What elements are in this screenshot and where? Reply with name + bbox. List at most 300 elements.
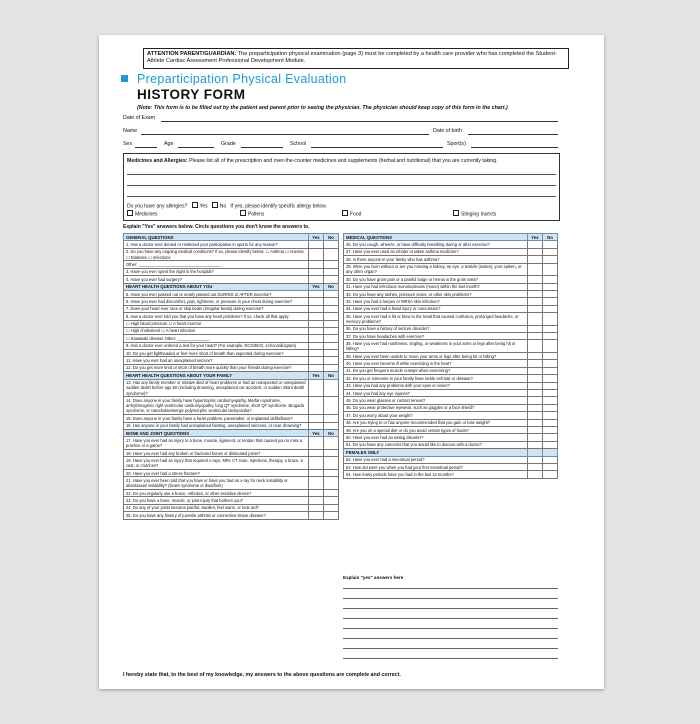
question-text: 46. Do you wear protective eyewear, such as goggles or a face shield? [344, 404, 528, 411]
question-text: 34. Have you ever had a head injury or concussion? [344, 305, 528, 312]
yes-answer-cell[interactable] [528, 333, 543, 340]
question-text: 28. Is there anyone in your family who has asthma? [344, 256, 528, 263]
date-of-exam-field[interactable] [161, 121, 558, 122]
question-text: 6. Have you ever had discomfort, pain, tightness, or pressure in your chest during exercise? [124, 298, 309, 305]
question-row [344, 456, 558, 463]
question-row [344, 283, 558, 290]
yes-answer-cell[interactable] [528, 298, 543, 305]
no-answer-cell[interactable] [324, 415, 339, 422]
medicines-checkbox[interactable] [127, 210, 133, 216]
question-text: 30. Do you have groin pain or a painful bulge or hernia in the groin area? [344, 276, 528, 283]
section-header [344, 449, 558, 456]
no-answer-cell[interactable] [324, 268, 339, 275]
no-answer-cell[interactable] [543, 325, 558, 332]
no-answer-cell[interactable] [324, 248, 339, 261]
no-answer-cell[interactable] [324, 437, 339, 450]
yes-answer-cell[interactable] [528, 404, 543, 411]
yes-column-header: Yes [309, 234, 324, 241]
yes-answer-cell[interactable] [309, 241, 324, 248]
yes-answer-cell[interactable] [528, 375, 543, 382]
yes-answer-cell[interactable] [528, 456, 543, 463]
medicines-line[interactable] [127, 185, 556, 186]
yes-answer-cell[interactable] [528, 397, 543, 404]
yes-answer-cell[interactable] [309, 357, 324, 364]
question-row [124, 320, 339, 327]
no-answer-cell[interactable] [543, 463, 558, 470]
explain-line[interactable] [343, 598, 558, 599]
question-row [124, 477, 339, 490]
question-row [124, 397, 339, 415]
question-row [344, 263, 558, 276]
question-text: 35. Have you ever had a hit or blow to the head that caused confusion, prolonged headache, or memory problems? [344, 313, 528, 326]
question-row [344, 340, 558, 353]
no-answer-cell[interactable] [324, 512, 339, 519]
question-text: 25. Do you have any history of juvenile arthritis or connective tissue disease? [124, 512, 309, 519]
school-field[interactable] [311, 147, 443, 148]
no-answer-cell[interactable] [324, 449, 339, 456]
question-row [344, 290, 558, 297]
no-answer-cell[interactable] [543, 412, 558, 419]
question-row [124, 379, 339, 397]
allergy-option [342, 210, 361, 218]
question-row [124, 248, 339, 261]
question-text: 24. Do any of your joints become painful, swollen, feel warm, or look red? [124, 504, 309, 511]
yes-answer-cell[interactable] [528, 412, 543, 419]
no-answer-cell[interactable] [543, 248, 558, 255]
no-answer-cell[interactable] [543, 305, 558, 312]
question-text: 12. Do you get more tired or short of breath more quickly than your friends during exercise? [124, 364, 309, 371]
medicines-text: Please list all of the prescription and over-the-counter medicines and supplements (herbal and nutritional) that you are currently taking. [189, 158, 498, 164]
question-row [124, 422, 339, 429]
no-answer-cell[interactable] [324, 364, 339, 371]
yes-answer-cell[interactable] [309, 397, 324, 415]
question-text: 15. Does anyone in your family have a heart problem, pacemaker, or implanted defibrillator? [124, 415, 309, 422]
yes-answer-cell[interactable] [528, 263, 543, 276]
question-text: 44. Have you had any eye injuries? [344, 390, 528, 397]
instructions: Explain "Yes" answers below. Circle questions you don't know the answers to. [123, 224, 310, 230]
question-text: 54. How many periods have you had in the last 12 months? [344, 471, 528, 478]
section-title: HEART HEALTH QUESTIONS ABOUT YOUR FAMILY [124, 372, 309, 379]
question-row [124, 276, 339, 283]
question-row [344, 248, 558, 255]
medicines-instruction [127, 158, 498, 164]
no-answer-cell[interactable] [543, 333, 558, 340]
yes-answer-cell[interactable] [528, 419, 543, 426]
sex-field[interactable] [135, 147, 157, 148]
question-text: 1. Has a doctor ever denied or restricted your participation in sports for any reason? [124, 241, 309, 248]
question-text: 20. Have you ever had a stress fracture? [124, 469, 309, 476]
section-header [124, 430, 339, 437]
yes-answer-cell[interactable] [309, 342, 324, 349]
no-answer-cell[interactable] [543, 441, 558, 448]
allergy-option [453, 210, 496, 218]
question-row [124, 290, 339, 297]
yes-answer-cell[interactable] [528, 325, 543, 332]
question-text: 7. Does your heart ever race or skip beats (irregular beats) during exercise? [124, 305, 309, 312]
yes-answer-cell[interactable] [309, 497, 324, 504]
no-answer-cell[interactable] [324, 457, 339, 470]
yes-answer-cell[interactable] [309, 364, 324, 371]
section-title: HEART HEALTH QUESTIONS ABOUT YOU [124, 283, 309, 290]
question-text: 19. Have you ever had an injury that required x-rays, MRI, CT scan, injections, therapy, a brace, a cast, or crutches? [124, 457, 309, 470]
yes-answer-cell[interactable] [528, 241, 543, 248]
no-answer-cell[interactable] [324, 298, 339, 305]
sex-label: Sex [123, 141, 133, 147]
yes-answer-cell[interactable] [528, 390, 543, 397]
yes-answer-cell[interactable] [528, 382, 543, 389]
square-bullet-icon [121, 75, 128, 82]
no-answer-cell[interactable] [324, 350, 339, 357]
no-answer-cell[interactable] [324, 261, 339, 268]
no-answer-cell[interactable] [324, 379, 339, 397]
no-answer-cell[interactable] [324, 290, 339, 297]
no-answer-cell[interactable] [543, 290, 558, 297]
question-text: 53. How old were you when you had your first menstrual period? [344, 463, 528, 470]
explain-line[interactable] [343, 658, 558, 659]
question-text: 22. Do you regularly use a brace, orthotics, or other assistive device? [124, 489, 309, 496]
section-title: BONE AND JOINT QUESTIONS [124, 430, 309, 437]
yes-answer-cell[interactable] [309, 298, 324, 305]
grade-field[interactable] [241, 147, 283, 148]
yes-answer-cell[interactable] [309, 512, 324, 519]
yes-answer-cell[interactable] [309, 335, 324, 342]
explain-label: Explain "yes" answers here [343, 575, 404, 580]
question-text: 36. Do you have a history of seizure disorder? [344, 325, 528, 332]
question-text: 14. Does anyone in your family have hypertrophic cardiomyopathy, Marfan syndrome, arrhythmogenic right ventricular cardiomyopathy, long QT syndrome, short QT syndrome, Brugada syndrome, or catecholaminergic polymorphic ventricular tachycardia? [124, 397, 309, 415]
question-row [344, 305, 558, 312]
no-answer-cell[interactable] [543, 241, 558, 248]
question-row [124, 497, 339, 504]
section-header [124, 283, 339, 290]
no-answer-cell[interactable] [543, 263, 558, 276]
question-text: ☐ High cholesterol ☐ A heart infection [124, 327, 309, 334]
question-text: 3. Have you ever spent the night in the hospital? [124, 268, 309, 275]
yes-answer-cell[interactable] [309, 415, 324, 422]
yes-answer-cell[interactable] [309, 457, 324, 470]
stinging-insects-checkbox[interactable] [453, 210, 459, 216]
question-text: Other: ____________________________________ [124, 261, 309, 268]
section-header [344, 234, 558, 241]
no-answer-cell[interactable] [543, 404, 558, 411]
question-row [344, 256, 558, 263]
no-answer-cell[interactable] [324, 320, 339, 327]
no-column-header: No [324, 234, 339, 241]
question-text: 52. Have you ever had a menstrual period? [344, 456, 528, 463]
question-text: 10. Do you get lightheaded or feel more short of breath than expected during exercise? [124, 350, 309, 357]
yes-answer-cell[interactable] [528, 276, 543, 283]
yes-answer-cell[interactable] [528, 340, 543, 353]
form-page [99, 35, 604, 689]
yes-answer-cell[interactable] [528, 256, 543, 263]
allergy-option [127, 210, 158, 218]
yes-column-header: Yes [309, 372, 324, 379]
medicines-allergies-box [123, 153, 560, 221]
yes-answer-cell[interactable] [528, 290, 543, 297]
allergy-yes-label: Yes [199, 203, 208, 210]
question-text: 40. Have you ever become ill while exercising in the heat? [344, 360, 528, 367]
yes-answer-cell[interactable] [528, 367, 543, 374]
question-row [344, 426, 558, 433]
question-text: 49. Are you on a special diet or do you avoid certain types of foods? [344, 426, 528, 433]
yes-answer-cell[interactable] [309, 313, 324, 320]
notice-text: The preparticipation physical examination (page 3) must be completed by a health care provider who has completed the Student-Athlete Cardiac Assessment Professional Development Module. [147, 51, 557, 65]
question-text: 31. Have you had infectious mononucleosis (mono) within the last month? [344, 283, 528, 290]
question-row [124, 364, 339, 371]
question-row [124, 512, 339, 519]
sports-label: Sport(s) [447, 141, 466, 147]
no-column-header: No [324, 430, 339, 437]
yes-answer-cell[interactable] [309, 422, 324, 429]
yes-answer-cell[interactable] [528, 248, 543, 255]
medicines-line[interactable] [127, 196, 556, 197]
allergy-no-label: No [219, 203, 227, 210]
no-answer-cell[interactable] [543, 471, 558, 478]
form-title [121, 72, 347, 86]
blank-yes-header [528, 449, 543, 456]
no-answer-cell[interactable] [543, 390, 558, 397]
section-title: MEDICAL QUESTIONS [344, 234, 528, 241]
question-text: 13. Has any family member or relative died of heart problems or had an unexpected or unexplained sudden death before age 50 (including drowning, unexplained car accident, or sudden infant death syndrome)? [124, 379, 309, 397]
no-answer-cell[interactable] [324, 357, 339, 364]
question-row [344, 333, 558, 340]
yes-answer-cell[interactable] [309, 504, 324, 511]
no-answer-cell[interactable] [324, 335, 339, 342]
yes-answer-cell[interactable] [309, 276, 324, 283]
question-row [344, 390, 558, 397]
question-text: 43. Have you had any problems with your eyes or vision? [344, 382, 528, 389]
no-answer-cell[interactable] [543, 256, 558, 263]
question-row [344, 382, 558, 389]
question-row [344, 375, 558, 382]
question-row [124, 469, 339, 476]
no-column-header: No [324, 283, 339, 290]
no-answer-cell[interactable] [324, 422, 339, 429]
question-text: ☐ High blood pressure ☐ A heart murmur [124, 320, 309, 327]
no-answer-cell[interactable] [324, 469, 339, 476]
form-title-text: Preparticipation Physical Evaluation [137, 72, 347, 86]
question-text: 41. Do you get frequent muscle cramps when exercising? [344, 367, 528, 374]
yes-column-header: Yes [309, 430, 324, 437]
question-row [344, 325, 558, 332]
medicines-label: Medicines and Allergies: [127, 158, 188, 164]
yes-answer-cell[interactable] [309, 469, 324, 476]
question-row [344, 463, 558, 470]
yes-answer-cell[interactable] [528, 283, 543, 290]
no-answer-cell[interactable] [543, 367, 558, 374]
no-answer-cell[interactable] [324, 477, 339, 490]
question-row [344, 412, 558, 419]
section-header [124, 234, 339, 241]
allergy-instruction: If yes, please identify specific allergy below. [230, 203, 327, 210]
yes-answer-cell[interactable] [528, 426, 543, 433]
no-answer-cell[interactable] [543, 456, 558, 463]
no-answer-cell[interactable] [543, 360, 558, 367]
yes-answer-cell[interactable] [309, 261, 324, 268]
form-note: (Note: This form is to be filled out by the patient and parent prior to seeing the physician. The physician should keep copy of this form in the chart.) [137, 105, 508, 111]
sports-field[interactable] [471, 147, 558, 148]
question-text: 39. Have you ever been unable to move your arms or legs after being hit or falling? [344, 353, 528, 360]
question-text: 21. Have you ever been told that you have or have you had an x-ray for neck instability or atlantoaxial instability? (Down syndrome or dwarfism) [124, 477, 309, 490]
parent-notice [143, 48, 569, 69]
no-answer-cell[interactable] [324, 489, 339, 496]
yes-answer-cell[interactable] [309, 379, 324, 397]
medicines-line[interactable] [127, 174, 556, 175]
question-row [124, 415, 339, 422]
explain-line[interactable] [343, 638, 558, 639]
no-column-header: No [324, 372, 339, 379]
allergy-yes-checkbox[interactable] [192, 202, 198, 208]
yes-answer-cell[interactable] [309, 268, 324, 275]
yes-answer-cell[interactable] [528, 353, 543, 360]
no-answer-cell[interactable] [324, 504, 339, 511]
question-row [344, 419, 558, 426]
left-questions-table [123, 233, 339, 520]
no-answer-cell[interactable] [324, 497, 339, 504]
question-row [124, 504, 339, 511]
no-answer-cell[interactable] [324, 305, 339, 312]
question-text: 17. Have you ever had an injury to a bone, muscle, ligament, or tendon that caused you to miss a practice or a game? [124, 437, 309, 450]
question-row [124, 335, 339, 342]
question-row [344, 241, 558, 248]
question-row [124, 261, 339, 268]
yes-answer-cell[interactable] [309, 477, 324, 490]
question-text: 37. Do you have headaches with exercise? [344, 333, 528, 340]
question-text: 51. Do you have any concerns that you would like to discuss with a doctor? [344, 441, 528, 448]
question-text: 50. Have you ever had an eating disorder? [344, 434, 528, 441]
question-row [344, 434, 558, 441]
no-answer-cell[interactable] [543, 397, 558, 404]
yes-answer-cell[interactable] [309, 305, 324, 312]
yes-answer-cell[interactable] [309, 489, 324, 496]
allergy-option-label: Medicines [135, 211, 158, 218]
question-text: 47. Do you worry about your weight? [344, 412, 528, 419]
no-answer-cell[interactable] [543, 426, 558, 433]
question-row [124, 305, 339, 312]
allergy-option-label: Stinging Insects [461, 211, 497, 218]
question-text: 18. Have you ever had any broken or fractured bones or dislocated joints? [124, 449, 309, 456]
question-row [124, 357, 339, 364]
no-answer-cell[interactable] [543, 382, 558, 389]
yes-answer-cell[interactable] [528, 471, 543, 478]
no-column-header: No [543, 234, 558, 241]
no-answer-cell[interactable] [543, 298, 558, 305]
no-answer-cell[interactable] [324, 342, 339, 349]
no-answer-cell[interactable] [543, 353, 558, 360]
allergy-question: Do you have any allergies? [127, 203, 188, 210]
question-text: 32. Do you have any rashes, pressure sores, or other skin problems? [344, 290, 528, 297]
question-text: 2. Do you have any ongoing medical conditions? If so, please identify below: ☐ Asthma ☐ Anemia ☐ Diabetes ☐ Infections [124, 248, 309, 261]
question-text: 48. Are you trying to or has anyone recommended that you gain or lose weight? [344, 419, 528, 426]
yes-answer-cell[interactable] [309, 437, 324, 450]
allergy-question-row [127, 202, 327, 210]
notice-label: ATTENTION PARENT/GUARDIAN: [147, 51, 237, 57]
question-text: 45. Do you wear glasses or contact lenses? [344, 397, 528, 404]
question-text: 5. Have you ever passed out or nearly passed out DURING or AFTER exercise? [124, 290, 309, 297]
yes-answer-cell[interactable] [528, 441, 543, 448]
question-row [344, 397, 558, 404]
yes-column-header: Yes [309, 283, 324, 290]
question-row [124, 313, 339, 320]
question-text: 27. Have you ever used an inhaler or taken asthma medicine? [344, 248, 528, 255]
explain-line[interactable] [343, 628, 558, 629]
yes-answer-cell[interactable] [309, 248, 324, 261]
question-row [344, 360, 558, 367]
pollens-checkbox[interactable] [240, 210, 246, 216]
no-answer-cell[interactable] [543, 375, 558, 382]
no-answer-cell[interactable] [324, 313, 339, 320]
attestation: I hereby state that, to the best of my knowledge, my answers to the above questions are complete and correct. [123, 672, 401, 678]
yes-answer-cell[interactable] [528, 305, 543, 312]
explain-line[interactable] [343, 588, 558, 589]
no-answer-cell[interactable] [543, 313, 558, 326]
age-field[interactable] [178, 147, 214, 148]
blank-no-header [543, 449, 558, 456]
date-of-birth-label: Date of birth [433, 128, 462, 134]
no-answer-cell[interactable] [324, 327, 339, 334]
question-row [344, 353, 558, 360]
section-title: FEMALES ONLY [344, 449, 528, 456]
no-answer-cell[interactable] [324, 276, 339, 283]
food-checkbox[interactable] [342, 210, 348, 216]
allergy-option [240, 210, 264, 218]
name-field[interactable] [141, 134, 429, 135]
yes-answer-cell[interactable] [528, 463, 543, 470]
question-text: 16. Has anyone in your family had unexplained fainting, unexplained seizures, or near drowning? [124, 422, 309, 429]
no-answer-cell[interactable] [324, 241, 339, 248]
section-title: GENERAL QUESTIONS [124, 234, 309, 241]
question-row [344, 298, 558, 305]
explain-line[interactable] [343, 608, 558, 609]
question-text: 8. Has a doctor ever told you that you have any heart problems? If so, check all that apply: [124, 313, 309, 320]
yes-answer-cell[interactable] [309, 290, 324, 297]
no-answer-cell[interactable] [543, 340, 558, 353]
question-row [344, 404, 558, 411]
question-text: 11. Have you ever had an unexplained seizure? [124, 357, 309, 364]
no-answer-cell[interactable] [543, 434, 558, 441]
yes-answer-cell[interactable] [528, 313, 543, 326]
question-row [344, 276, 558, 283]
yes-answer-cell[interactable] [528, 360, 543, 367]
allergy-no-checkbox[interactable] [212, 202, 218, 208]
date-of-birth-field[interactable] [468, 134, 558, 135]
question-text: 42. Do you or someone in your family have sickle cell trait or disease? [344, 375, 528, 382]
no-answer-cell[interactable] [543, 276, 558, 283]
question-text: 23. Do you have a bone, muscle, or joint injury that bothers you? [124, 497, 309, 504]
question-text: 26. Do you cough, wheeze, or have difficulty breathing during or after exercise? [344, 241, 528, 248]
question-text: 33. Have you had a herpes or MRSA skin infection? [344, 298, 528, 305]
question-row [124, 489, 339, 496]
yes-answer-cell[interactable] [528, 434, 543, 441]
explain-line[interactable] [343, 618, 558, 619]
no-answer-cell[interactable] [324, 397, 339, 415]
question-row [344, 367, 558, 374]
yes-answer-cell[interactable] [309, 449, 324, 456]
question-row [344, 441, 558, 448]
question-row [124, 268, 339, 275]
no-answer-cell[interactable] [543, 283, 558, 290]
yes-answer-cell[interactable] [309, 320, 324, 327]
school-label: School [290, 141, 307, 147]
question-row [124, 342, 339, 349]
no-answer-cell[interactable] [543, 419, 558, 426]
question-row [344, 313, 558, 326]
explain-line[interactable] [343, 648, 558, 649]
question-row [124, 327, 339, 334]
question-row [124, 457, 339, 470]
yes-answer-cell[interactable] [309, 327, 324, 334]
age-label: Age [164, 141, 174, 147]
yes-answer-cell[interactable] [309, 350, 324, 357]
